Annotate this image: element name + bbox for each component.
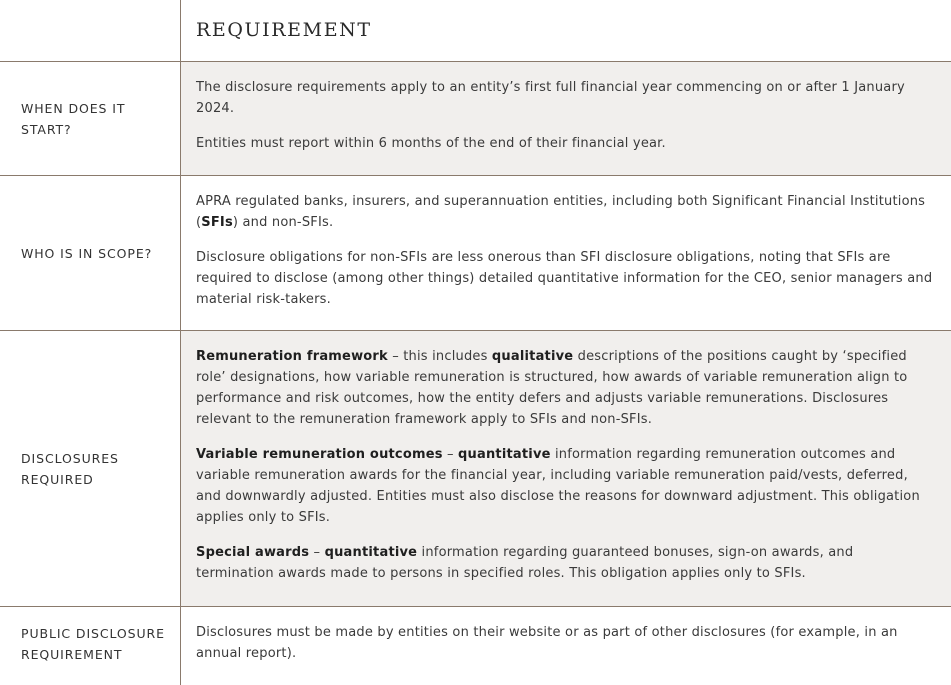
- table-row-who-is-in-scope: [0, 176, 951, 330]
- text-run: APRA regulated banks, insurers, and superannuation entities, including both Significant Financial Institutions (: [196, 194, 926, 230]
- text-run: –: [442, 447, 459, 462]
- row-divider: [0, 175, 951, 176]
- paragraph: [196, 346, 933, 430]
- row-content: [181, 607, 951, 685]
- text-run: information regarding guaranteed bonuses, sign-on awards, and termination awards made to persons in specified roles. This obligation applies only to SFIs.: [196, 545, 854, 581]
- bold-text: SFIs: [201, 215, 233, 230]
- paragraph: The disclosure requirements apply to an entity’s first full financial year commencing on or after 1 January 2024.: [196, 80, 905, 116]
- paragraph: [196, 444, 933, 528]
- column-header-requirement: REQUIREMENT: [196, 19, 372, 41]
- paragraph: [196, 542, 933, 584]
- text-run: – this includes: [387, 349, 492, 364]
- paragraph: Disclosures must be made by entities on their website or as part of other disclosures (for example, in an annual report).: [196, 625, 898, 661]
- row-content: [181, 331, 951, 606]
- bold-text: qualitative: [491, 349, 574, 364]
- row-label-line: REQUIRED: [21, 471, 94, 487]
- column-divider: [180, 0, 181, 685]
- text-run: ) and non-SFIs.: [232, 215, 334, 230]
- row-label-line: REQUIREMENT: [21, 647, 123, 662]
- row-label: [0, 331, 180, 606]
- paragraph: Entities must report within 6 months of the end of their financial year.: [196, 136, 666, 151]
- row-divider: [0, 606, 951, 607]
- bold-text: Remuneration framework: [196, 349, 388, 364]
- row-label-line: START?: [21, 121, 72, 137]
- row-label-line: WHO IS IN SCOPE?: [21, 245, 153, 261]
- table-row-public-disclosure-requirement: [0, 607, 951, 685]
- bold-text: quantitative: [324, 545, 418, 560]
- text-run: information regarding remuneration outcomes and variable remuneration awards for the financial year, including variable remuneration paid/vests, deferred, and downwardly adjusted. Entities must also disclose the reasons for downward adjustment. This obligation applies only to SFIs.: [196, 447, 920, 525]
- row-label: [0, 607, 180, 685]
- row-divider: [0, 61, 951, 62]
- row-label-line: WHEN DOES IT: [21, 100, 126, 116]
- row-divider: [0, 330, 951, 331]
- text-run: descriptions of the positions caught by ‘specified role’ designations, how variable remuneration is structured, how awards of variable remuneration align to performance and risk outcomes, how the entity defers and adjusts variable remunerations. Disclosures relevant to the remuneration framework apply to SFIs and non-SFIs.: [196, 349, 908, 427]
- row-content: [181, 176, 951, 330]
- row-label-line: PUBLIC DISCLOSURE: [21, 626, 165, 641]
- text-run: –: [309, 545, 325, 560]
- row-label: [0, 176, 180, 330]
- table-row-disclosures-required: [0, 331, 951, 606]
- paragraph: [196, 191, 933, 233]
- bold-text: Variable remuneration outcomes: [196, 447, 443, 462]
- bold-text: Special awards: [196, 545, 310, 560]
- bold-text: quantitative: [458, 447, 551, 462]
- table-row-when-does-it-start: [0, 62, 951, 175]
- row-label-line: DISCLOSURES: [21, 450, 119, 466]
- row-content: [181, 62, 951, 175]
- paragraph: Disclosure obligations for non-SFIs are less onerous than SFI disclosure obligations, noting that SFIs are required to disclose (among other things) detailed quantitative information for the CEO, senior managers and material risk-takers.: [196, 250, 933, 307]
- row-label: [0, 62, 180, 175]
